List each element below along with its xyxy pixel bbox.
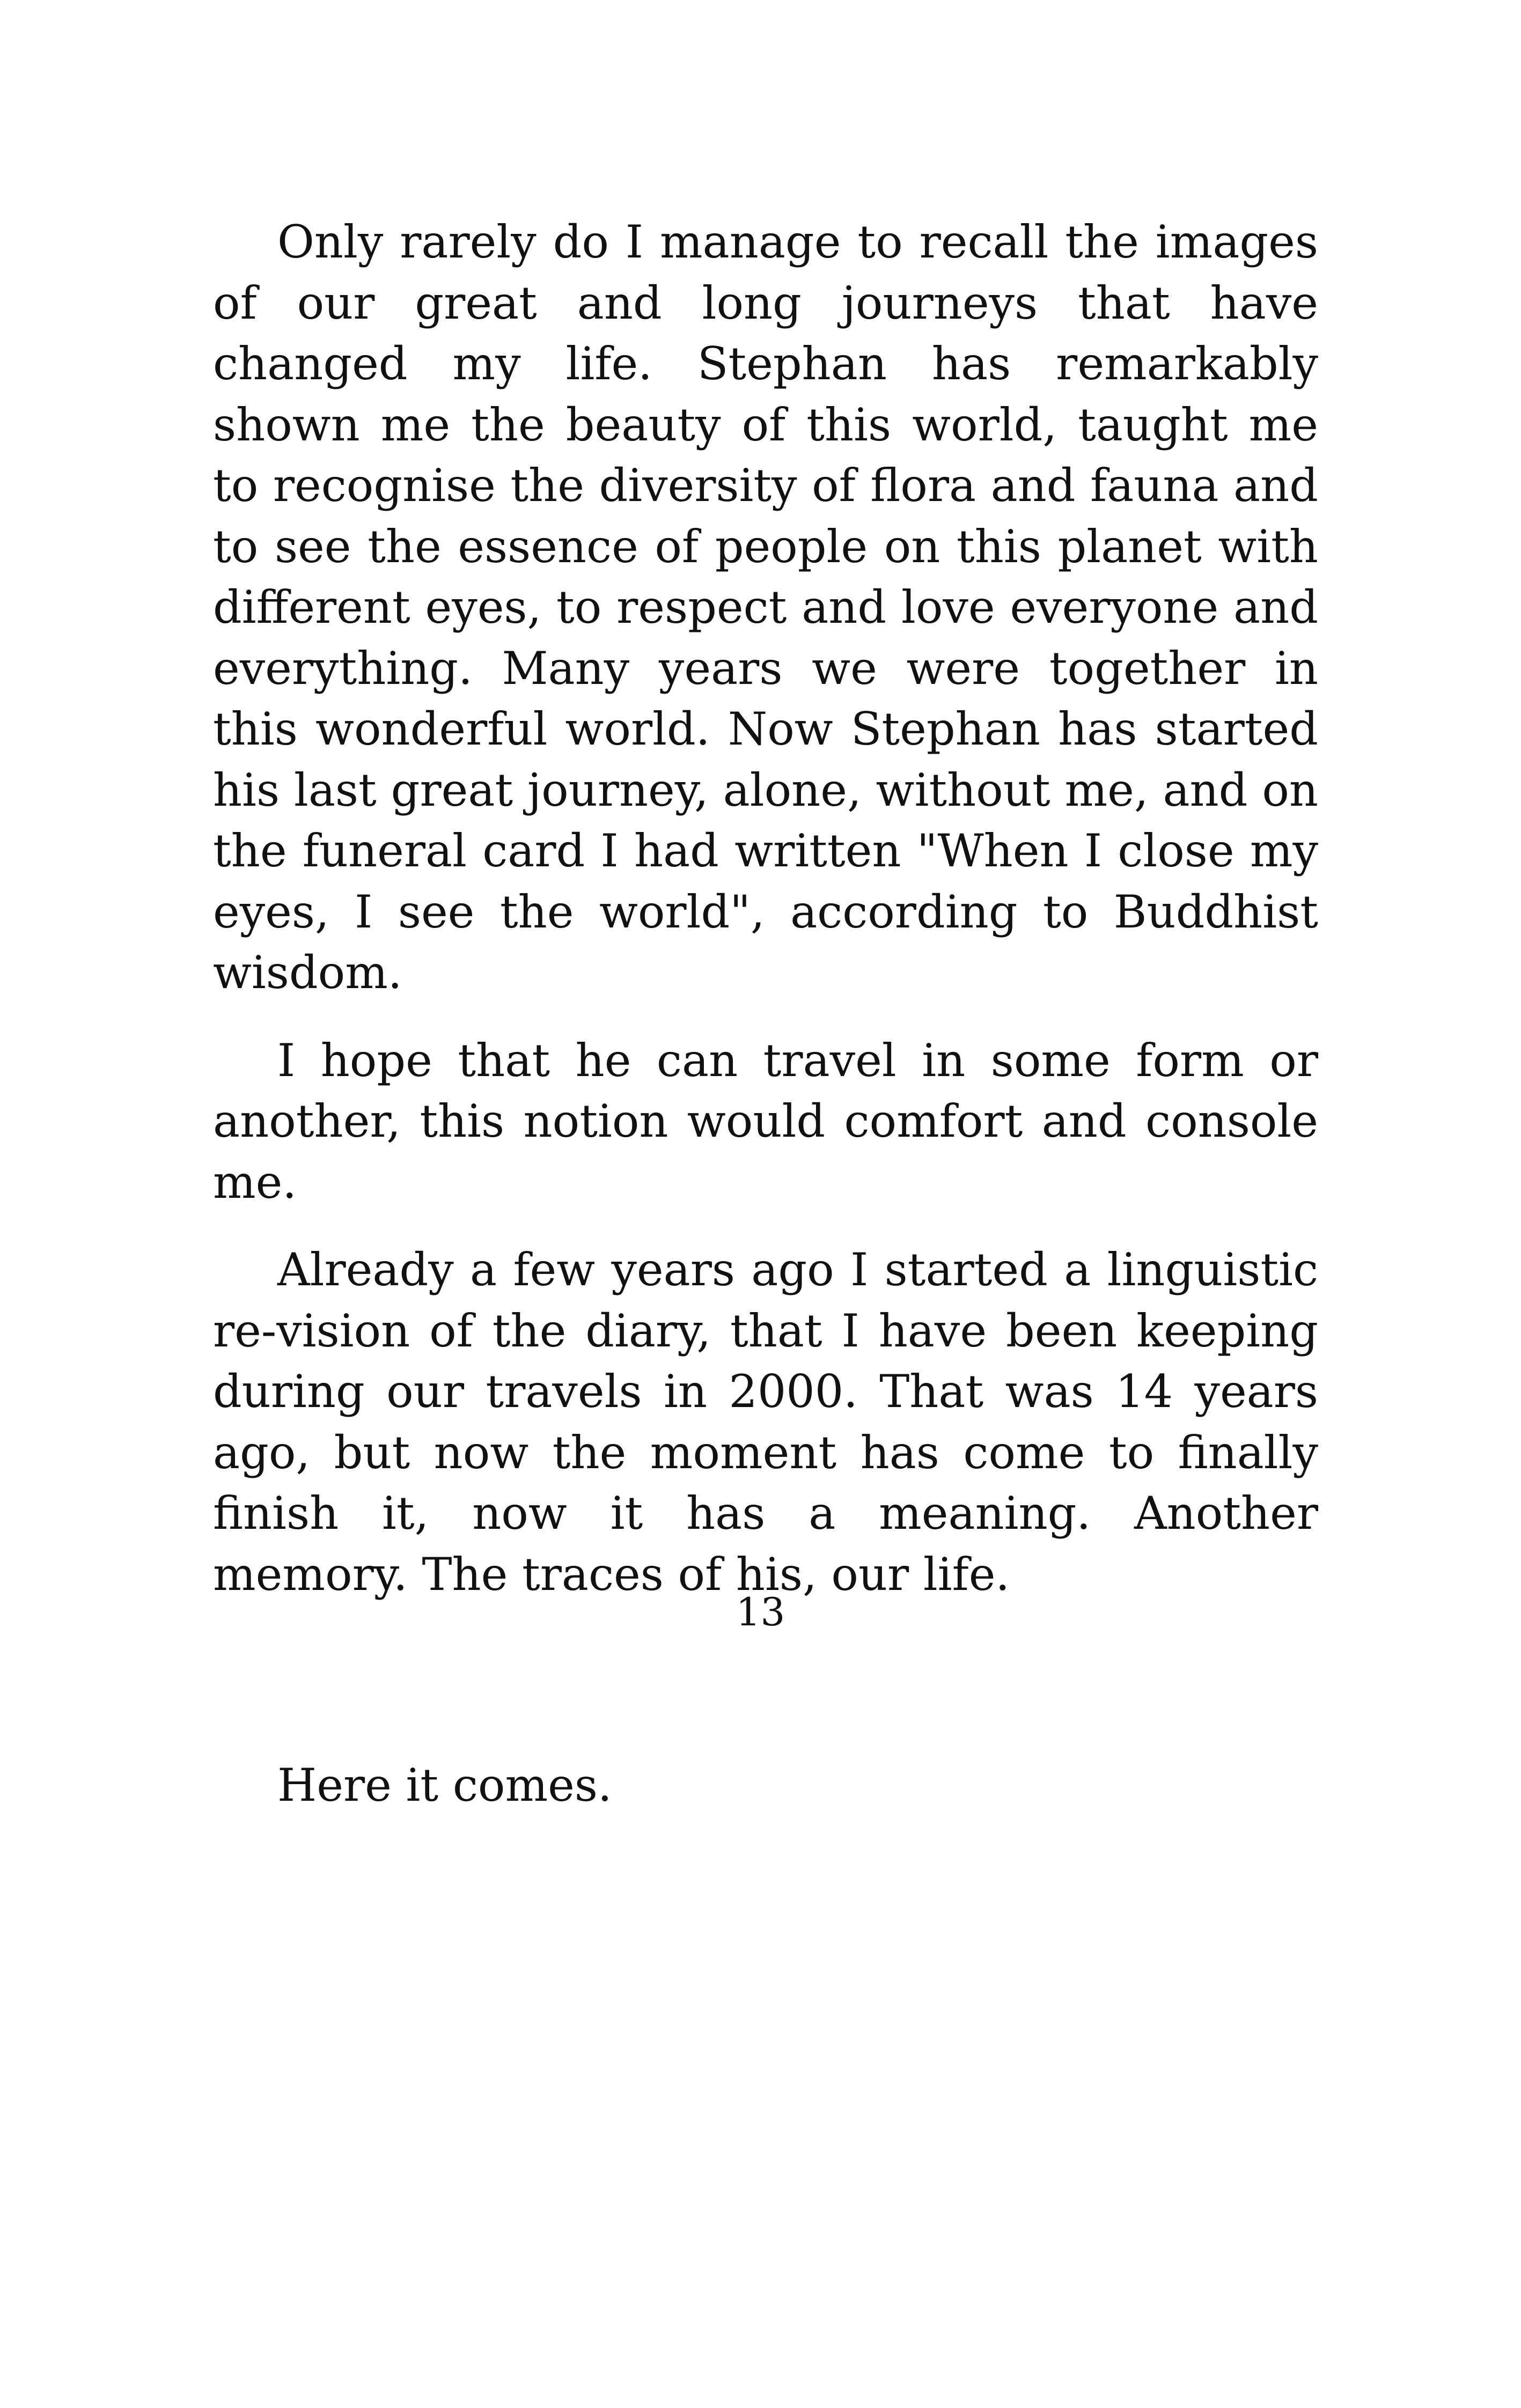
page-number: 13	[736, 1589, 785, 1634]
paragraph-4: Here it comes.	[277, 1759, 612, 1811]
body-text	[213, 212, 1318, 1816]
paragraph-2: I hope that he can travel in some form or another, this notion would comfort and console me.	[213, 1034, 1318, 1209]
paragraph-3: Already a few years ago I started a linguistic re-vision of the diary, that I have been keeping during our travels in 2000. That was 14 years ago, but now the moment has come to finally finish it, now it has a meaning. Another memory. The traces of his, our life.	[213, 1243, 1318, 1601]
paragraph-1: Only rarely do I manage to recall the images of our great and long journeys that have changed my life. Stephan has remarkably shown me the beauty of this world, taught me to recognise the diversity of flora and fauna and to see the essence of people on this planet with different eyes, to respect and love everyone and everything. Many years we were together in this wonderful world. Now Stephan has started his last great journey, alone, without me, and on the funeral card I had written "When I close my eyes, I see the world", according to Buddhist wisdom.	[213, 216, 1318, 999]
